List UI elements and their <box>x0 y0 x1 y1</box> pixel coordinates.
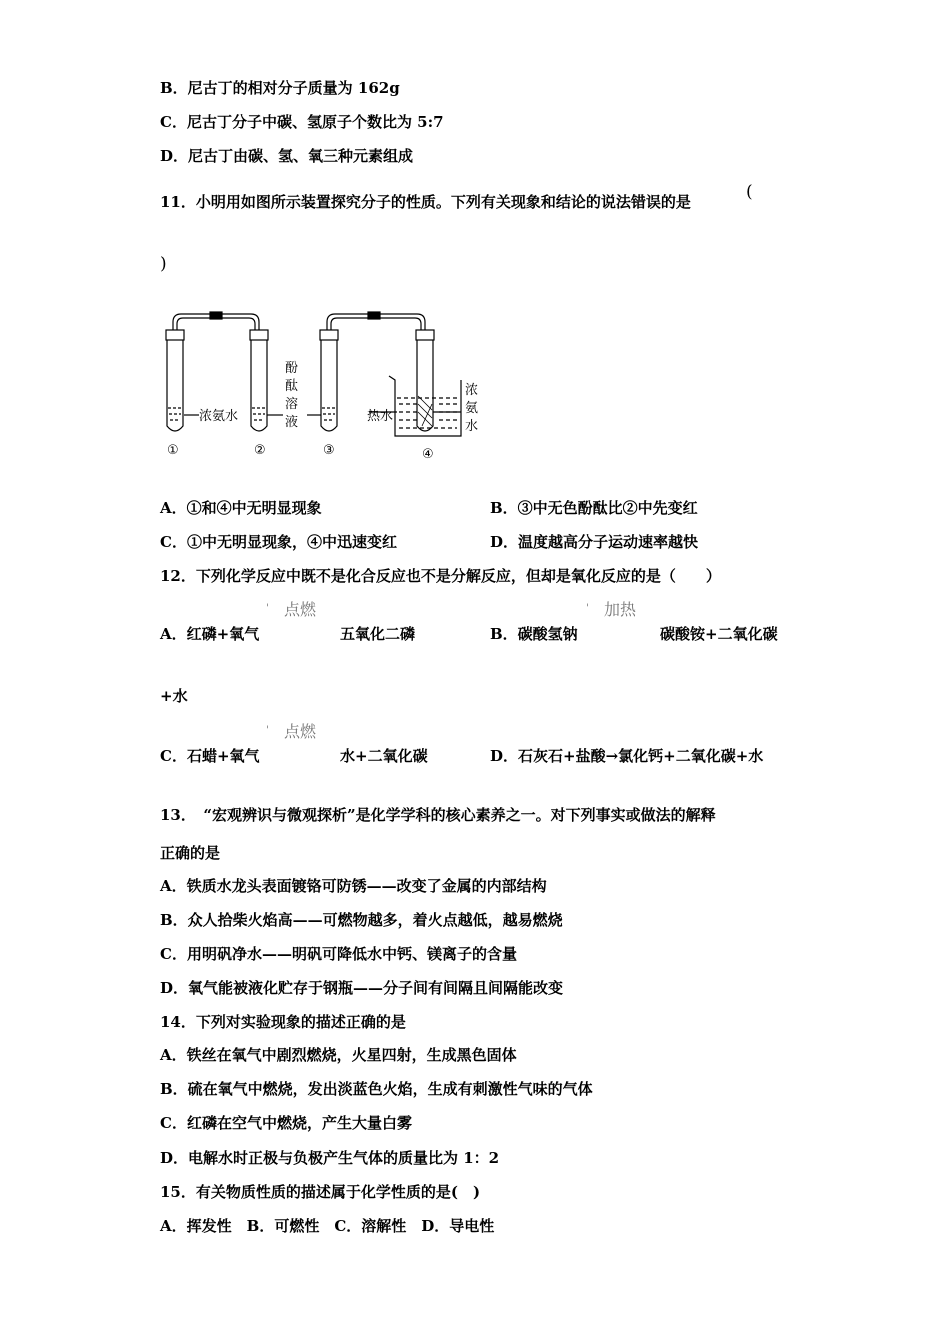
q13-option-c: C．用明矾净水——明矾可降低水中钙、镁离子的含量 <box>160 945 517 963</box>
q13-option-a: A．铁质水龙头表面镀铬可防锈——改变了金属的内部结构 <box>160 877 547 895</box>
q14-option-b: B．硫在氧气中燃烧，发出淡蓝色火焰，生成有刺激性气味的气体 <box>160 1080 593 1098</box>
label-hot-water: 热水 <box>367 409 394 424</box>
q12-option-b-continued: +水 <box>160 687 188 705</box>
q11-option-b: B．③中无色酚酞比②中先变红 <box>490 499 698 517</box>
q11-apparatus-figure <box>155 308 495 466</box>
q13-option-d: D．氧气能被液化贮存于钢瓶——分子间有间隔且间隔能改变 <box>160 979 564 997</box>
q10-option-b: B．尼古丁的相对分子质量为 162g <box>160 79 400 97</box>
q14-option-d: D．电解水时正极与负极产生气体的质量比为 1：2 <box>160 1149 500 1167</box>
q12-c-dot: ' <box>266 725 269 736</box>
q11-option-a: A．①和④中无明显现象 <box>160 499 322 517</box>
q10-option-c: C．尼古丁分子中碳、氢原子个数比为 5:7 <box>160 113 444 131</box>
q12-option-d: D．石灰石+盐酸→氯化钙+二氧化碳+水 <box>490 747 764 765</box>
label-phenol-3: 溶 <box>285 397 299 412</box>
test-tube-2 <box>250 330 268 431</box>
label-ammonia: 浓氨水 <box>199 409 239 424</box>
q14-option-c: C．红磷在空气中燃烧，产生大量白雾 <box>160 1114 412 1132</box>
q12-option-c-right: 水+二氧化碳 <box>340 747 428 765</box>
q12-option-c-left: C．石蜡+氧气 <box>160 747 260 765</box>
clamp-right <box>368 312 380 319</box>
label-conc-ammonia-3: 水 <box>465 419 479 434</box>
test-tube-3 <box>320 330 338 431</box>
tube-number-3: ③ <box>323 443 335 458</box>
tube-number-1: ① <box>167 443 179 458</box>
q11-paren-close: ) <box>160 254 167 274</box>
q14-stem: 14．下列对实验现象的描述正确的是 <box>160 1013 406 1031</box>
q12-option-a-right: 五氧化二磷 <box>340 625 416 643</box>
q12-a-condition: 点燃 <box>284 600 317 619</box>
label-conc-ammonia-1: 浓 <box>465 383 479 398</box>
q13-stem-line2: 正确的是 <box>160 844 221 862</box>
q12-c-condition: 点燃 <box>284 722 317 741</box>
q15-stem: 15．有关物质性质的描述属于化学性质的是( ) <box>160 1183 481 1201</box>
tube-number-2: ② <box>254 443 266 458</box>
label-phenol-4: 液 <box>285 415 299 430</box>
q12-b-dot: ' <box>586 603 589 614</box>
test-tube-1 <box>166 330 184 431</box>
q15-options: A．挥发性 B．可燃性 C．溶解性 D．导电性 <box>160 1217 495 1235</box>
q14-option-a: A．铁丝在氧气中剧烈燃烧，火星四射，生成黑色固体 <box>160 1046 517 1064</box>
clamp-left <box>210 312 222 319</box>
label-conc-ammonia-2: 氨 <box>465 401 479 416</box>
q11-paren-open: ( <box>746 182 753 202</box>
q10-option-d: D．尼古丁由碳、氢、氧三种元素组成 <box>160 147 414 165</box>
q11-stem: 11．小明用如图所示装置探究分子的性质。下列有关现象和结论的说法错误的是 <box>160 193 691 211</box>
label-phenol-2: 酞 <box>285 379 299 394</box>
q13-stem-line1: 13． “宏观辨识与微观探析”是化学学科的核心素养之一。对下列事实或做法的解释 <box>160 806 716 824</box>
q12-a-dot: ' <box>266 603 269 614</box>
beaker <box>389 376 461 436</box>
q13-option-b: B．众人拾柴火焰高——可燃物越多，着火点越低，越易燃烧 <box>160 911 563 929</box>
test-tube-4 <box>416 330 434 431</box>
q12-option-b-right: 碳酸铵+二氧化碳 <box>660 625 778 643</box>
tube-number-4: ④ <box>422 447 434 462</box>
q11-option-c: C．①中无明显现象，④中迅速变红 <box>160 533 397 551</box>
q12-stem: 12．下列化学反应中既不是化合反应也不是分解反应，但却是氧化反应的是（ ） <box>160 567 721 585</box>
q12-option-a-left: A．红磷+氧气 <box>160 625 260 643</box>
q12-option-b-left: B．碳酸氢钠 <box>490 625 578 643</box>
q11-option-d: D．温度越高分子运动速率越快 <box>490 533 699 551</box>
q12-b-condition: 加热 <box>604 600 637 619</box>
label-phenol-1: 酚 <box>285 361 299 376</box>
